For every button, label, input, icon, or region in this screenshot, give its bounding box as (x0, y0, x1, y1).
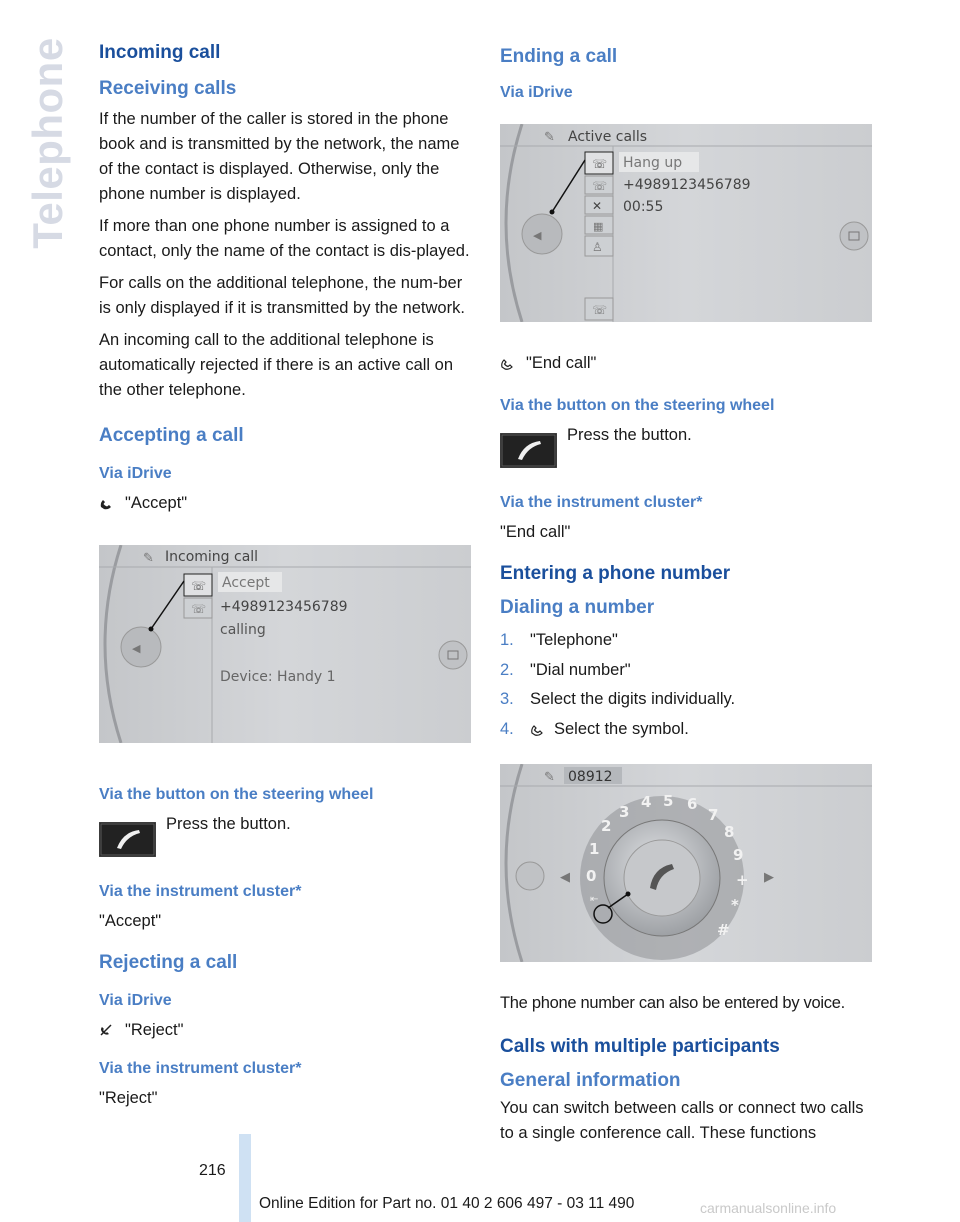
hang-up-option: Hang up (623, 155, 683, 171)
svg-text:8: 8 (724, 823, 735, 841)
svg-text:3: 3 (619, 803, 630, 821)
svg-text:5: 5 (663, 792, 674, 810)
incoming-call-screen (99, 545, 471, 743)
heading-via-steering-wheel: Via the button on the steering wheel (99, 786, 374, 803)
svg-text:✕: ✕ (592, 199, 603, 213)
heading-via-idrive: Via iDrive (500, 84, 573, 101)
heading-receiving-calls: Receiving calls (99, 78, 237, 99)
svg-text:✎: ✎ (143, 551, 154, 566)
steering-button-row: Press the button. (99, 812, 474, 857)
steering-button-row: Press the button. (500, 423, 875, 468)
watermark: carmanualsonline.info (700, 1200, 837, 1216)
page-number: 216 (199, 1162, 226, 1179)
steering-phone-button-icon (500, 433, 557, 468)
svg-text:+4989123456789: +4989123456789 (623, 177, 751, 193)
phone-end-icon (500, 356, 514, 370)
list-item: 4. Select the symbol. (500, 719, 689, 738)
heading-accepting-call: Accepting a call (99, 425, 244, 446)
svg-text:00:55: 00:55 (623, 199, 664, 215)
heading-via-instrument-cluster: Via the instrument cluster* (99, 883, 302, 900)
svg-text:✎: ✎ (544, 130, 555, 145)
menu-item-end-call: "End call" (500, 351, 875, 375)
dialing-steps (500, 626, 875, 744)
left-column: Incoming call Receiving calls If the number of the caller is stored in the phone book and is transmitted by the network, the name of the contact is displayed. Otherwise, only the phone number is displayed. If more than one phone number is assigned to a contact, only the name of the contact is dis-played. For calls on the additional telephone, the num-ber is only displayed if it is transmitted by the network. An incoming call to the additional telephone is automatically rejected if there is an active call on the other telephone. Accepting a call Via iDrive "Accept" ◀ ✎ Incoming call ☏ ☏ Accept +4989123456789 calling Device: Handy 1 Via the button on the steering wheel Press the button. Via the instrument cluster* "Accept" Rejecting a call Via iDrive "Reject" Via the instrument cluster* "Reject" (99, 42, 474, 1118)
svg-text:▶: ▶ (764, 870, 774, 885)
svg-text:◀: ◀ (132, 642, 141, 655)
list-item: 3. Select the digits individually. (500, 690, 736, 708)
footer-bar (239, 1134, 251, 1222)
dial-number-screen (500, 764, 872, 962)
screen-title: Incoming call (165, 549, 259, 565)
svg-text:☏: ☏ (191, 602, 207, 616)
paragraph: For calls on the additional telephone, the num-ber is only displayed if it is transmitted by the network. (99, 274, 465, 317)
svg-text:+: + (736, 871, 749, 889)
heading-dialing-number: Dialing a number (500, 597, 655, 618)
screen-title: Active calls (568, 129, 648, 145)
dial-entry: 08912 (568, 769, 613, 785)
chapter-side-title: Telephone (24, 37, 71, 249)
heading-entering-phone-number: Entering a phone number (500, 563, 731, 584)
list-item: 1. "Telephone" (500, 631, 618, 649)
svg-text:☏: ☏ (592, 157, 608, 171)
svg-text:☏: ☏ (592, 179, 608, 193)
phone-dial-icon (530, 722, 544, 736)
menu-item-reject: "Reject" (99, 1018, 474, 1042)
heading-via-instrument-cluster: Via the instrument cluster* (99, 1060, 302, 1077)
heading-via-idrive: Via iDrive (99, 465, 172, 482)
voice-note: The phone number can also be entered by voice. (500, 994, 845, 1012)
right-column: Ending a call Via iDrive ◀ ✎ Active calls ☏ ☏ ✕ ▦ ♙ ☏ Hang up +4989123456789 00:55 "End call" Via the button on the steering wheel Press the button. Via the instrument cluster* "End call" Entering a phone number Dialing a number 1. "Telephone" 2. "Dial number" 3. Select the digits individually. 4. Select the symbol. ✎ 08912 ◀ ▶ 0 1 2 3 4 5 6 7 8 9 + * # ⇤ The phone number can also be entered by voice. Calls with multiple participants General information You can switch between calls or connect two calls to a single conference call. These functions (500, 42, 875, 1153)
heading-rejecting-call: Rejecting a call (99, 952, 238, 973)
edition-info: Online Edition for Part no. 01 40 2 606 497 - 03 11 490 (259, 1195, 635, 1212)
svg-text:▦: ▦ (593, 220, 604, 233)
svg-text:Device: Handy 1: Device: Handy 1 (220, 669, 336, 685)
heading-via-steering-wheel: Via the button on the steering wheel (500, 397, 775, 414)
paragraph: If the number of the caller is stored in the phone book and is transmitted by the network, the name of the contact is displayed. Otherwise, only the phone number is displayed. (99, 110, 460, 203)
svg-text:⇤: ⇤ (590, 894, 599, 905)
svg-text:#: # (717, 921, 730, 939)
svg-text:1: 1 (589, 840, 600, 858)
svg-text:9: 9 (733, 846, 744, 864)
phone-accept-icon (99, 496, 113, 510)
svg-text:◀: ◀ (533, 229, 542, 242)
menu-item-accept: "Accept" (99, 491, 474, 515)
svg-text:✎: ✎ (544, 770, 555, 785)
paragraph: If more than one phone number is assigned to a contact, only the name of the contact is dis-played. (99, 217, 470, 260)
svg-text:6: 6 (687, 795, 698, 813)
page-footer (0, 1134, 960, 1222)
paragraph: You can switch between calls or connect two calls to a single conference call. These functions (500, 1099, 864, 1142)
svg-text:2: 2 (601, 817, 612, 835)
accept-option: Accept (222, 575, 270, 591)
heading-via-instrument-cluster: Via the instrument cluster* (500, 494, 703, 511)
svg-text:0: 0 (586, 867, 597, 885)
list-item: 2. "Dial number" (500, 660, 631, 679)
heading-via-idrive: Via iDrive (99, 992, 172, 1009)
heading-general-information: General information (500, 1070, 681, 1091)
svg-text:♙: ♙ (592, 240, 603, 254)
svg-text:*: * (731, 896, 739, 914)
svg-text:☏: ☏ (592, 303, 608, 317)
phone-reject-icon (99, 1023, 113, 1037)
svg-text:calling: calling (220, 622, 266, 638)
svg-text:4: 4 (641, 793, 652, 811)
heading-calls-multiple-participants: Calls with multiple participants (500, 1036, 780, 1057)
svg-text:7: 7 (708, 806, 719, 824)
paragraph: An incoming call to the additional telephone is automatically rejected if there is an active call on the other telephone. (99, 331, 454, 399)
svg-text:+4989123456789: +4989123456789 (220, 599, 348, 615)
svg-text:◀: ◀ (560, 870, 570, 885)
heading-incoming-call: Incoming call (99, 42, 221, 63)
heading-ending-call: Ending a call (500, 46, 618, 67)
svg-text:☏: ☏ (191, 579, 207, 593)
steering-phone-button-icon (99, 822, 156, 857)
active-calls-screen (500, 124, 872, 322)
